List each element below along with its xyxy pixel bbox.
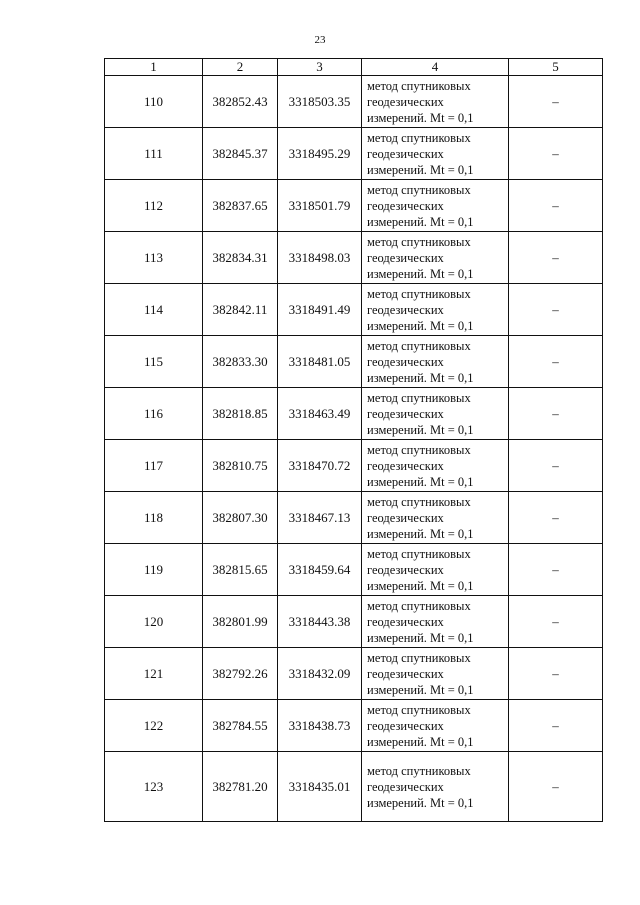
point-number-cell: 111 bbox=[105, 128, 203, 180]
x-coordinate-cell: 382810.75 bbox=[203, 440, 278, 492]
table-row bbox=[105, 232, 603, 284]
table-row bbox=[105, 752, 603, 822]
table-row bbox=[105, 76, 603, 128]
method-cell bbox=[362, 544, 509, 596]
note-cell: – bbox=[509, 700, 603, 752]
x-coordinate-cell: 382815.65 bbox=[203, 544, 278, 596]
header-cell-2: 2 bbox=[203, 59, 278, 76]
page-number: 23 bbox=[314, 34, 326, 46]
note-cell: – bbox=[509, 232, 603, 284]
method-cell bbox=[362, 440, 509, 492]
note-cell: – bbox=[509, 648, 603, 700]
x-coordinate-cell: 382792.26 bbox=[203, 648, 278, 700]
point-number-cell: 119 bbox=[105, 544, 203, 596]
y-coordinate-cell: 3318463.49 bbox=[278, 388, 362, 440]
method-line: геодезических bbox=[367, 94, 444, 109]
method-line: геодезических bbox=[367, 510, 444, 525]
note-cell: – bbox=[509, 440, 603, 492]
table-row bbox=[105, 388, 603, 440]
method-line: измерений. Mt = 0,1 bbox=[367, 266, 474, 281]
method-cell bbox=[362, 388, 509, 440]
y-coordinate-cell: 3318467.13 bbox=[278, 492, 362, 544]
method-line: измерений. Mt = 0,1 bbox=[367, 630, 474, 645]
method-line: метод спутниковых bbox=[367, 494, 471, 509]
x-coordinate-cell: 382834.31 bbox=[203, 232, 278, 284]
method-line: измерений. Mt = 0,1 bbox=[367, 110, 474, 125]
method-line: метод спутниковых bbox=[367, 234, 471, 249]
y-coordinate-cell: 3318481.05 bbox=[278, 336, 362, 388]
method-line: метод спутниковых bbox=[367, 763, 471, 778]
x-coordinate-cell: 382842.11 bbox=[203, 284, 278, 336]
header-row bbox=[105, 59, 603, 76]
x-coordinate-cell: 382852.43 bbox=[203, 76, 278, 128]
header-cell-5: 5 bbox=[509, 59, 603, 76]
table-row bbox=[105, 336, 603, 388]
method-line: метод спутниковых bbox=[367, 130, 471, 145]
method-line: измерений. Mt = 0,1 bbox=[367, 682, 474, 697]
y-coordinate-cell: 3318459.64 bbox=[278, 544, 362, 596]
y-coordinate-cell: 3318491.49 bbox=[278, 284, 362, 336]
point-number-cell: 118 bbox=[105, 492, 203, 544]
method-line: метод спутниковых bbox=[367, 78, 471, 93]
x-coordinate-cell: 382837.65 bbox=[203, 180, 278, 232]
note-cell: – bbox=[509, 752, 603, 822]
method-line: геодезических bbox=[367, 779, 444, 794]
method-cell bbox=[362, 284, 509, 336]
method-line: геодезических bbox=[367, 666, 444, 681]
table-body bbox=[105, 76, 603, 822]
table-row bbox=[105, 544, 603, 596]
table-row bbox=[105, 700, 603, 752]
method-line: метод спутниковых bbox=[367, 442, 471, 457]
method-line: метод спутниковых bbox=[367, 546, 471, 561]
note-cell: – bbox=[509, 76, 603, 128]
x-coordinate-cell: 382833.30 bbox=[203, 336, 278, 388]
x-coordinate-cell: 382807.30 bbox=[203, 492, 278, 544]
table-row bbox=[105, 596, 603, 648]
method-line: геодезических bbox=[367, 718, 444, 733]
method-line: метод спутниковых bbox=[367, 598, 471, 613]
header-cell-3: 3 bbox=[278, 59, 362, 76]
method-cell bbox=[362, 336, 509, 388]
point-number-cell: 112 bbox=[105, 180, 203, 232]
method-line: измерений. Mt = 0,1 bbox=[367, 318, 474, 333]
x-coordinate-cell: 382845.37 bbox=[203, 128, 278, 180]
y-coordinate-cell: 3318495.29 bbox=[278, 128, 362, 180]
table-row bbox=[105, 648, 603, 700]
method-cell bbox=[362, 76, 509, 128]
method-cell bbox=[362, 752, 509, 822]
method-line: геодезических bbox=[367, 562, 444, 577]
method-cell bbox=[362, 128, 509, 180]
method-line: метод спутниковых bbox=[367, 650, 471, 665]
x-coordinate-cell: 382781.20 bbox=[203, 752, 278, 822]
point-number-cell: 120 bbox=[105, 596, 203, 648]
method-line: измерений. Mt = 0,1 bbox=[367, 370, 474, 385]
point-number-cell: 121 bbox=[105, 648, 203, 700]
method-cell bbox=[362, 648, 509, 700]
method-line: метод спутниковых bbox=[367, 702, 471, 717]
y-coordinate-cell: 3318498.03 bbox=[278, 232, 362, 284]
point-number-cell: 116 bbox=[105, 388, 203, 440]
method-cell bbox=[362, 180, 509, 232]
y-coordinate-cell: 3318443.38 bbox=[278, 596, 362, 648]
y-coordinate-cell: 3318470.72 bbox=[278, 440, 362, 492]
header-cell-4: 4 bbox=[362, 59, 509, 76]
note-cell: – bbox=[509, 336, 603, 388]
y-coordinate-cell: 3318438.73 bbox=[278, 700, 362, 752]
y-coordinate-cell: 3318432.09 bbox=[278, 648, 362, 700]
method-line: измерений. Mt = 0,1 bbox=[367, 795, 474, 810]
method-line: геодезических bbox=[367, 458, 444, 473]
method-line: измерений. Mt = 0,1 bbox=[367, 474, 474, 489]
method-line: геодезических bbox=[367, 146, 444, 161]
method-cell bbox=[362, 700, 509, 752]
table-row bbox=[105, 128, 603, 180]
y-coordinate-cell: 3318503.35 bbox=[278, 76, 362, 128]
point-number-cell: 122 bbox=[105, 700, 203, 752]
table-row bbox=[105, 284, 603, 336]
method-line: метод спутниковых bbox=[367, 286, 471, 301]
method-line: метод спутниковых bbox=[367, 182, 471, 197]
method-cell bbox=[362, 232, 509, 284]
note-cell: – bbox=[509, 388, 603, 440]
y-coordinate-cell: 3318501.79 bbox=[278, 180, 362, 232]
note-cell: – bbox=[509, 284, 603, 336]
point-number-cell: 114 bbox=[105, 284, 203, 336]
note-cell: – bbox=[509, 492, 603, 544]
note-cell: – bbox=[509, 128, 603, 180]
x-coordinate-cell: 382801.99 bbox=[203, 596, 278, 648]
method-line: измерений. Mt = 0,1 bbox=[367, 422, 474, 437]
note-cell: – bbox=[509, 596, 603, 648]
point-number-cell: 123 bbox=[105, 752, 203, 822]
table-row bbox=[105, 180, 603, 232]
point-number-cell: 115 bbox=[105, 336, 203, 388]
coordinates-table bbox=[104, 58, 603, 822]
method-line: измерений. Mt = 0,1 bbox=[367, 526, 474, 541]
table-row bbox=[105, 492, 603, 544]
x-coordinate-cell: 382784.55 bbox=[203, 700, 278, 752]
method-line: измерений. Mt = 0,1 bbox=[367, 578, 474, 593]
method-cell bbox=[362, 596, 509, 648]
method-line: метод спутниковых bbox=[367, 390, 471, 405]
method-line: геодезических bbox=[367, 302, 444, 317]
table-row bbox=[105, 440, 603, 492]
method-line: геодезических bbox=[367, 250, 444, 265]
method-line: геодезических bbox=[367, 354, 444, 369]
method-line: геодезических bbox=[367, 198, 444, 213]
point-number-cell: 117 bbox=[105, 440, 203, 492]
method-line: измерений. Mt = 0,1 bbox=[367, 162, 474, 177]
table-header bbox=[105, 59, 603, 76]
method-line: измерений. Mt = 0,1 bbox=[367, 734, 474, 749]
y-coordinate-cell: 3318435.01 bbox=[278, 752, 362, 822]
header-cell-1: 1 bbox=[105, 59, 203, 76]
point-number-cell: 113 bbox=[105, 232, 203, 284]
point-number-cell: 110 bbox=[105, 76, 203, 128]
note-cell: – bbox=[509, 544, 603, 596]
x-coordinate-cell: 382818.85 bbox=[203, 388, 278, 440]
method-line: геодезических bbox=[367, 406, 444, 421]
method-line: измерений. Mt = 0,1 bbox=[367, 214, 474, 229]
method-line: геодезических bbox=[367, 614, 444, 629]
note-cell: – bbox=[509, 180, 603, 232]
method-cell bbox=[362, 492, 509, 544]
method-line: метод спутниковых bbox=[367, 338, 471, 353]
